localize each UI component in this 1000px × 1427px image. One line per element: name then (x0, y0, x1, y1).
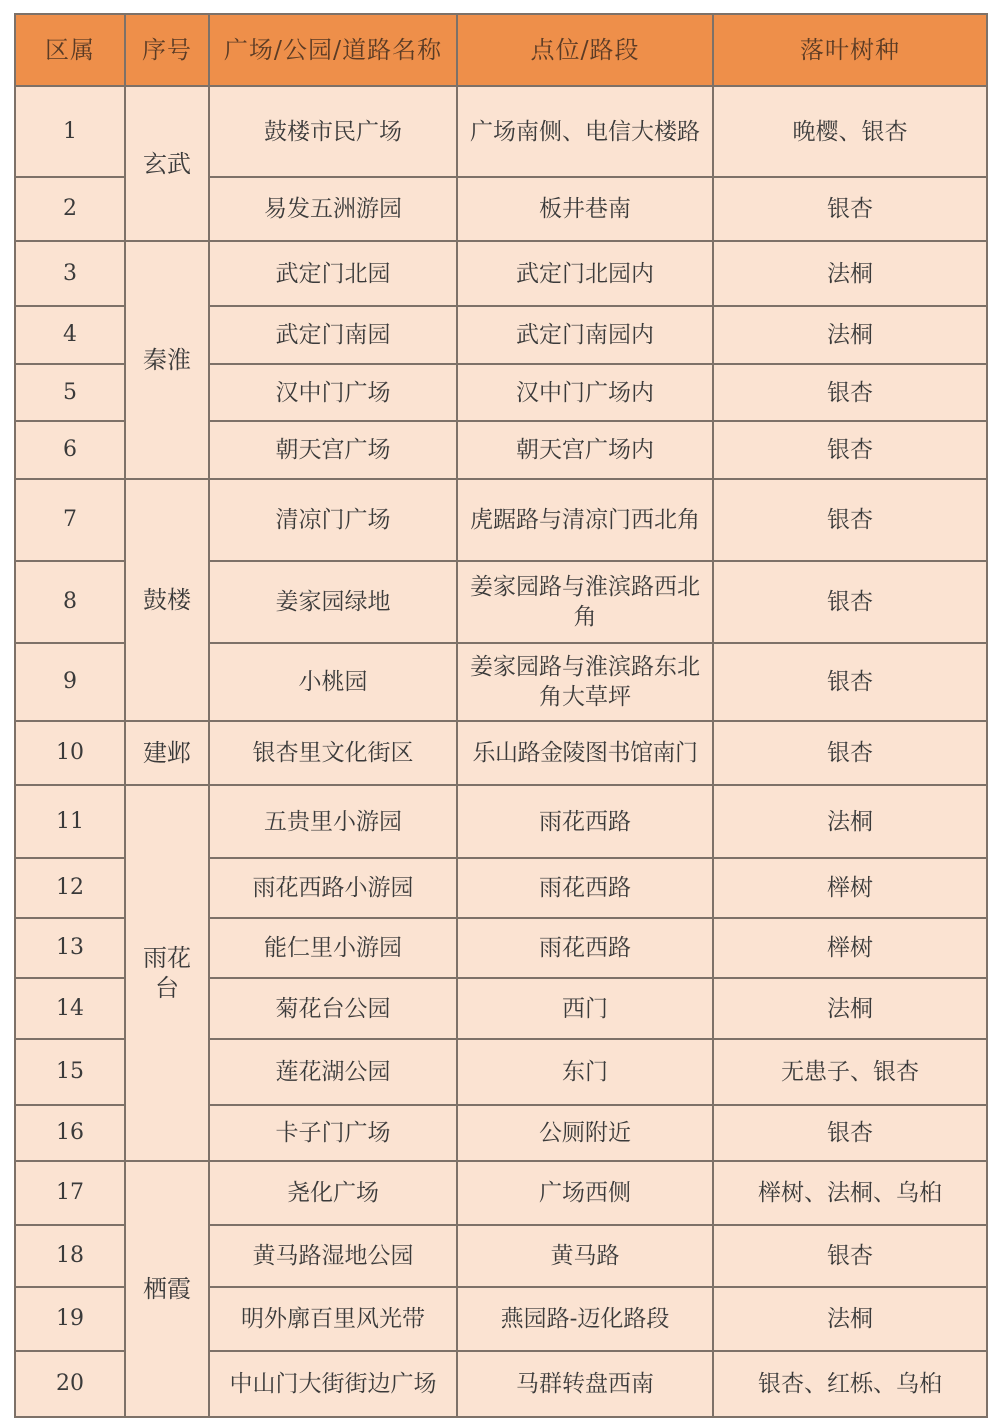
row-number: 2 (15, 177, 125, 241)
row-number: 6 (15, 421, 125, 479)
row-number: 16 (15, 1105, 125, 1161)
row-number: 19 (15, 1287, 125, 1351)
location: 西门 (457, 978, 713, 1039)
site-name: 小桃园 (209, 643, 457, 721)
tree-species: 银杏 (713, 479, 987, 561)
location: 燕园路-迈化路段 (457, 1287, 713, 1351)
site-name: 汉中门广场 (209, 364, 457, 421)
tree-species: 银杏、红栎、乌桕 (713, 1351, 987, 1417)
district-cell: 玄武 (125, 86, 209, 241)
table-row (15, 241, 987, 306)
row-number: 13 (15, 918, 125, 978)
site-name: 明外廓百里风光带 (209, 1287, 457, 1351)
tree-species: 银杏 (713, 1225, 987, 1287)
table-header-row (15, 14, 987, 86)
site-name: 卡子门广场 (209, 1105, 457, 1161)
tree-table-container (14, 13, 986, 1418)
header-district: 区属 (15, 14, 125, 86)
tree-species: 银杏 (713, 421, 987, 479)
location: 雨花西路 (457, 858, 713, 918)
site-name: 姜家园绿地 (209, 561, 457, 643)
location: 广场南侧、电信大楼路 (457, 86, 713, 177)
header-tree-species: 落叶树种 (713, 14, 987, 86)
table-row (15, 1161, 987, 1225)
location: 姜家园路与淮滨路东北角大草坪 (457, 643, 713, 721)
tree-species: 法桐 (713, 241, 987, 306)
location: 黄马路 (457, 1225, 713, 1287)
site-name: 莲花湖公园 (209, 1039, 457, 1105)
row-number: 3 (15, 241, 125, 306)
site-name: 易发五洲游园 (209, 177, 457, 241)
site-name: 菊花台公园 (209, 978, 457, 1039)
location: 武定门南园内 (457, 306, 713, 364)
site-name: 朝天宫广场 (209, 421, 457, 479)
tree-species: 榉树 (713, 918, 987, 978)
location: 朝天宫广场内 (457, 421, 713, 479)
site-name: 雨花西路小游园 (209, 858, 457, 918)
row-number: 4 (15, 306, 125, 364)
location: 虎踞路与清凉门西北角 (457, 479, 713, 561)
site-name: 中山门大街街边广场 (209, 1351, 457, 1417)
site-name: 黄马路湿地公园 (209, 1225, 457, 1287)
header-location: 点位/路段 (457, 14, 713, 86)
row-number: 15 (15, 1039, 125, 1105)
tree-species: 法桐 (713, 1287, 987, 1351)
location: 乐山路金陵图书馆南门 (457, 721, 713, 785)
table-row (15, 721, 987, 785)
location: 雨花西路 (457, 785, 713, 858)
site-name: 银杏里文化街区 (209, 721, 457, 785)
row-number: 8 (15, 561, 125, 643)
tree-species: 榉树、法桐、乌桕 (713, 1161, 987, 1225)
row-number: 10 (15, 721, 125, 785)
location: 姜家园路与淮滨路西北角 (457, 561, 713, 643)
site-name: 清凉门广场 (209, 479, 457, 561)
row-number: 17 (15, 1161, 125, 1225)
row-number: 11 (15, 785, 125, 858)
site-name: 武定门南园 (209, 306, 457, 364)
location: 公厕附近 (457, 1105, 713, 1161)
row-number: 20 (15, 1351, 125, 1417)
district-cell: 雨花台 (125, 785, 209, 1161)
deciduous-tree-table (14, 13, 988, 1418)
location: 广场西侧 (457, 1161, 713, 1225)
tree-species: 银杏 (713, 364, 987, 421)
district-cell: 鼓楼 (125, 479, 209, 721)
site-name: 鼓楼市民广场 (209, 86, 457, 177)
tree-species: 银杏 (713, 721, 987, 785)
row-number: 5 (15, 364, 125, 421)
table-row (15, 785, 987, 858)
header-site-name: 广场/公园/道路名称 (209, 14, 457, 86)
row-number: 14 (15, 978, 125, 1039)
tree-species: 法桐 (713, 978, 987, 1039)
tree-species: 银杏 (713, 1105, 987, 1161)
row-number: 9 (15, 643, 125, 721)
location: 雨花西路 (457, 918, 713, 978)
row-number: 7 (15, 479, 125, 561)
tree-species: 无患子、银杏 (713, 1039, 987, 1105)
district-cell: 栖霞 (125, 1161, 209, 1417)
district-cell: 秦淮 (125, 241, 209, 479)
tree-species: 法桐 (713, 306, 987, 364)
tree-species: 榉树 (713, 858, 987, 918)
site-name: 武定门北园 (209, 241, 457, 306)
table-row (15, 86, 987, 177)
tree-species: 银杏 (713, 643, 987, 721)
tree-species: 银杏 (713, 177, 987, 241)
location: 板井巷南 (457, 177, 713, 241)
table-row (15, 479, 987, 561)
tree-species: 法桐 (713, 785, 987, 858)
location: 东门 (457, 1039, 713, 1105)
district-cell: 建邺 (125, 721, 209, 785)
tree-species: 银杏 (713, 561, 987, 643)
site-name: 能仁里小游园 (209, 918, 457, 978)
tree-species: 晚樱、银杏 (713, 86, 987, 177)
location: 武定门北园内 (457, 241, 713, 306)
header-number: 序号 (125, 14, 209, 86)
site-name: 五贵里小游园 (209, 785, 457, 858)
location: 汉中门广场内 (457, 364, 713, 421)
site-name: 尧化广场 (209, 1161, 457, 1225)
location: 马群转盘西南 (457, 1351, 713, 1417)
row-number: 12 (15, 858, 125, 918)
row-number: 1 (15, 86, 125, 177)
row-number: 18 (15, 1225, 125, 1287)
